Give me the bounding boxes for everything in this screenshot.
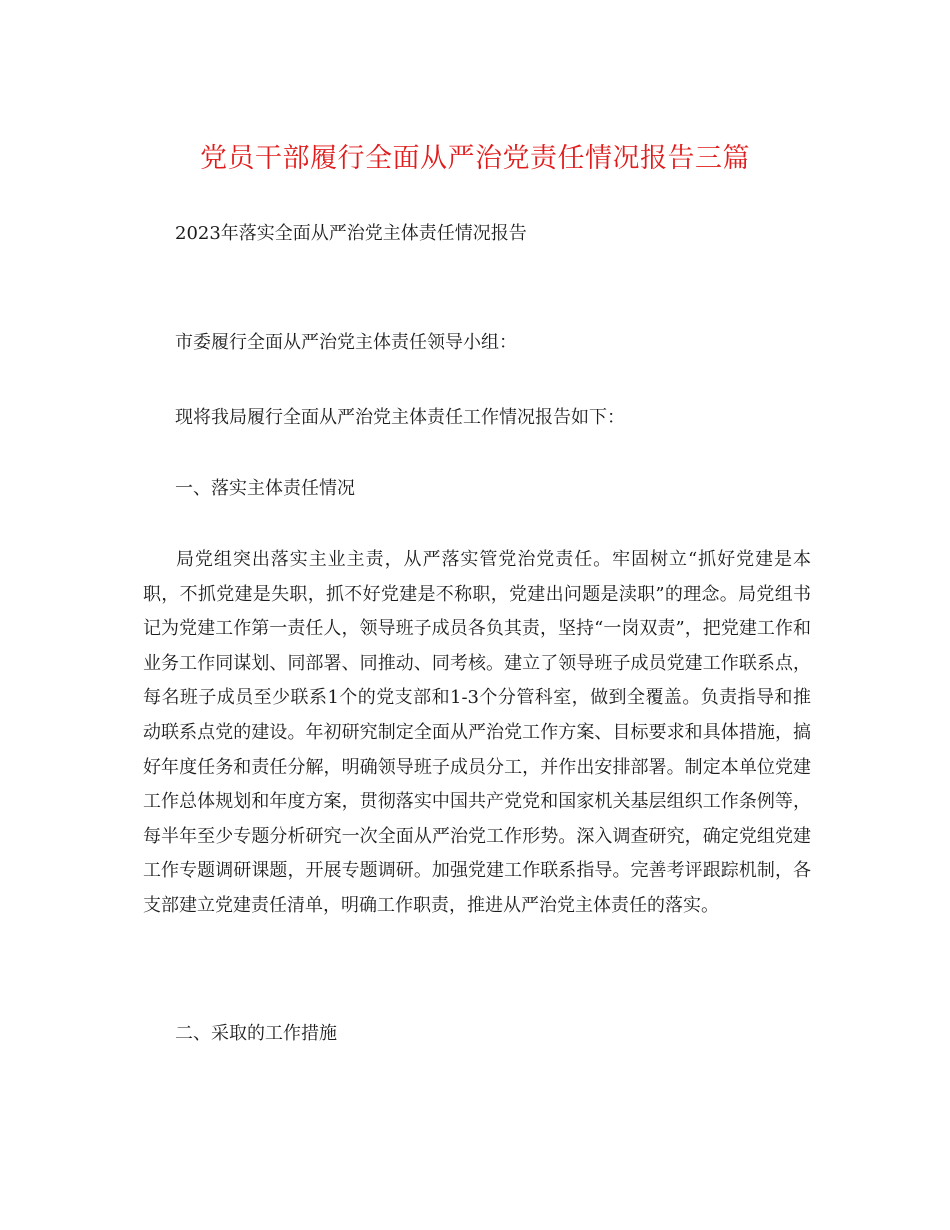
section-heading-1: 一、落实主体责任情况: [175, 478, 355, 499]
section-heading-2: 二、采取的工作措施: [175, 1023, 337, 1044]
report-subtitle: 2023年落实全面从严治党主体责任情况报告: [175, 223, 527, 244]
intro-sentence: 现将我局履行全面从严治党主体责任工作情况报告如下：: [175, 407, 625, 428]
section-1-paragraph: [143, 543, 811, 924]
salutation: 市委履行全面从严治党主体责任领导小组：: [175, 332, 517, 353]
document-title: 党员干部履行全面从严治党责任情况报告三篇: [200, 143, 750, 174]
section-1-paragraph-text: 局党组突出落实主业主责，从严落实管党治党责任。牢固树立“抓好党建是本职，不抓党建是失职，抓不好党建是不称职，党建出问题是渎职”的理念。局党组书记为党建工作第一责任人，领导班子成员各负其责，坚持“一岗双责”，把党建工作和业务工作同谋划、同部署、同推动、同考核。建立了领导班子成员党建工作联系点，每名班子成员至少联系1个的党支部和1-3个分管科室，做到全覆盖。负责指导和推动联系点党的建设。年初研究制定全面从严治党工作方案、目标要求和具体措施，搞好年度任务和责任分解，明确领导班子成员分工，并作出安排部署。制定本单位党建工作总体规划和年度方案，贯彻落实中国共产党党和国家机关基层组织工作条例等，每半年至少专题分析研究一次全面从严治党工作形势。深入调查研究，确定党组党建工作专题调研课题，开展专题调研。加强党建工作联系指导。完善考评跟踪机制，各支部建立党建责任清单，明确工作职责，推进从严治党主体责任的落实。: [143, 549, 811, 916]
